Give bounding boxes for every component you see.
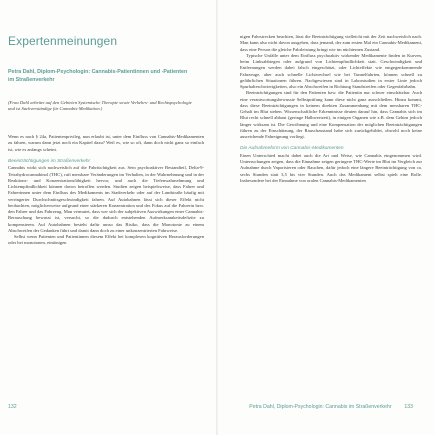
right-body [240,34,422,184]
running-footer [249,404,413,410]
page-number: 132 [8,404,17,410]
source-note: (Frau Dahl arbeitet auf den Gebieten Systemische Therapie sowie Verkehrs- und Rechtspsychologie und ist Sachverständige für Cannabis-Medikation.) [8,100,192,112]
left-body [8,134,204,247]
chapter-title: Expertenmeinungen [8,34,118,48]
body-paragraph: Selbst wenn Patienten und Patientinnen diesem Effekt bei komplexen kognitiven Herausforderungen oder bei monotonen, eintönigen [8,234,204,246]
page-number: 133 [404,404,413,410]
running-footer-text: Petra Dahl, Diplom-Psychologin: Cannabis im Straßenverkehr [249,404,392,410]
body-paragraph: Cannabis wirkt sich nachweislich auf die Fahrtüchtigkeit aus. Sein psychoaktiver Bestandteil, Delta-9-Tetrahydrocannabinol (THC), ruft messbare Veränderungen im Verhalten, in der Wahrnehmung und in der Reaktions- und Konzentrationsfähigkeit hervor, und auch die Tiefenwahrnehmung und Lichtempfindlichkeit können davon betroffen werden. Studien zeigen beispielsweise, dass Fahrer und Fahrerinnen unter dem Einfluss des Medikaments im Stadtverkehr oder auf der Landstraße häufig mit verringerter Durchschnittsgeschwindigkeit fahren. Auf Autobahnen lässt sich dieser Effekt nicht beobachten, möglicherweise aufgrund einer stärkeren Konzentration und des Fokus auf die Fahrerin bzw. den Fahrer und das Fahrzeug. Man vermutet, dass wer sich der subjektiven Auswirkungen einer Cannabis-Berauschung bewusst ist, versucht, so die dadurch entstehenden Aufmerksamkeitsdefizite zu kompensieren. Auf Autobahnen besteht dafür umso das Risiko, dass die Monotonie zu einem Abschweifen der Gedanken führt und damit dann doch zu einer unkonzentrierten Fahrweise. [8,165,204,233]
section-heading: Beeinträchtigungen im Straßenverkehr [8,158,91,164]
section-heading: Die Aufnahmeform von Cannabis-Medikamenten [240,146,344,152]
left-page [0,0,217,435]
body-paragraph: nigen Fahrstrecken beachten, lässt die Beeinträchtigung vielleicht mit der Zeit nachweislich nach. Man kann also nicht davon ausgehen, dass jemand, der zum ersten Mal ein Cannabis-Medikament, dass eine Person die gleiche Fahrleistung bringt wie im nüchternen Zustand. [240,34,422,52]
body-paragraph: Typische Unfälle unter dem Einfluss psychoaktiv wirkender Medikamente finden in Kurven, beim Linksabbiegen oder aufgrund von Lichtempfindlichkeit statt. Geschwindigkeit und Entfernungen werden dabei falsch eingeschätzt, oder Lichteffekte wie entgegenkommende Fahrzeuge, aber auch schnelle Lichtwechsel wie bei Tunnelfahrten, können schnell zu gefährlichen Situationen führen. Nachgewiesen sind in Laborstudien in erster Linie jedoch Spurhalteschwierigkeiten, also ein Abschweifen in Richtung Standstreifen oder Gegenfahrbahn. [240,52,422,89]
author-line: Petra Dahl, Diplom-Psychologin: Cannabis-Patientinnen und -Patienten im Straßenverkehr [8,69,188,83]
body-paragraph: Einen Unterschied macht dabei auch die Art und Weise, wie Cannabis eingenommen wird. Untersuchungen zeigen, dass die Einnahme zeigen geringere THC-Werte im Blut im Vergleich zur Aufnahme durch Vaporisieren oder Rauchen, dafür jedoch eine längere Beeinträchtigung von ca. sechs Stunden statt 3,5 bis vier Stunden. Auch das Medikament selbst spielt eine Rolle. Insbesondere bei der Einnahme von oralen Cannabis-Medikamenten [240,152,422,183]
body-paragraph: Beeinträchtigungen sind für den Patienten bzw. die Patientin nur schwer einschätzbar. Auch eine verantwortungsbewusste Selbstprüfung kann diese nicht ganz ausschließen. Hinzu kommt, dass diese Beeinträchtigungen in keinem direkten Zusammenhang mit dem messbaren THC-Gehalt im Blut stehen. Wissenschaftliche Erkenntnisse deuten darauf hin, dass Cannabis sich im Blut recht schnell abbaut (geringe Halbwertzeit), in einigen Organen wie z.B. dem Gehirn jedoch länger wirksam ist. Die Gewöhnung und eine Kompensation der möglichen Beeinträchtigungen führen zu der Einschätzung, der Rauschzustand habe sich zurückgebildet, obwohl noch keine ausreichende Fahreignung vorliegt. [240,90,422,139]
intro-paragraph: Wenn es nach § 24a, Patientenprivileg, nun erlaubt ist, unter dem Einfluss von Cannabis-Medikamenten zu fahren, warum dann jetzt noch ein Kapitel dazu? Weil es, wie so oft, dann doch nicht ganz so einfach ist, wie es anfangs scheint. [8,134,204,152]
right-page [218,0,435,435]
